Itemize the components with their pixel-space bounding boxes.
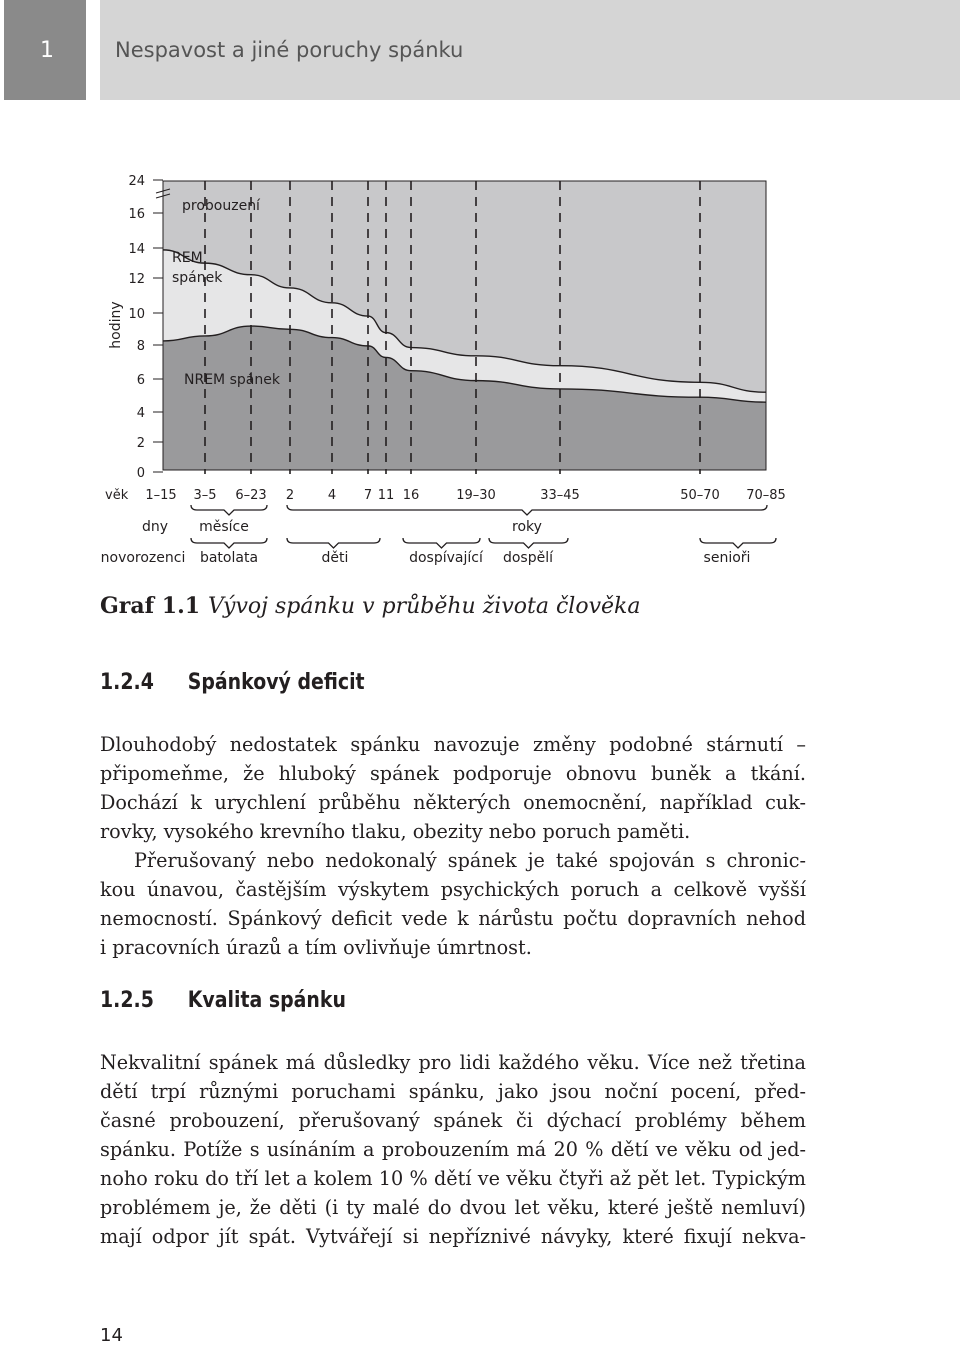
figure-caption (100, 593, 640, 619)
brace-dospivajici (403, 538, 480, 548)
brace-seniori (700, 538, 776, 548)
sleep-chart (0, 160, 960, 580)
text-line: spánku. Potíže s usínáním a probouzením má 20 % dětí ve věku od jed- (100, 1138, 806, 1161)
y-tick-label: 8 (136, 339, 145, 354)
text-line: dětí trpí různými poruchami spánku, jako jsou noční pocení, před- (100, 1080, 806, 1103)
section-number: 1.2.5 (100, 988, 154, 1013)
text-line: i pracovních úrazů a tím ovlivňuje úmrtnost. (100, 936, 532, 959)
brace-dospeli (489, 538, 568, 548)
region-label-wake: probouzení (182, 198, 260, 214)
y-tick-label: 12 (128, 272, 145, 287)
region-label-rem: spánek (172, 270, 223, 286)
x-tick-label: 50–70 (680, 488, 720, 503)
x-tick-label: 2 (285, 488, 295, 503)
section-heading-quality (100, 988, 346, 1013)
y-tick-label: 24 (128, 174, 145, 189)
y-tick-label: 10 (128, 307, 145, 322)
chapter-number-box (4, 0, 86, 100)
region-label-rem: REM (172, 250, 203, 266)
y-axis-label: hodiny (108, 301, 124, 349)
section-heading-deficit (100, 670, 365, 695)
x-tick-label: 1–15 (145, 488, 177, 503)
x-tick-label: 4 (327, 488, 337, 503)
y-tick-label: 4 (136, 406, 145, 421)
brace-years (287, 505, 767, 515)
text-line: Přerušovaný nebo nedokonalý spánek je také spojován s chronic- (134, 849, 806, 872)
section-title: Kvalita spánku (187, 988, 346, 1013)
unit-label-months: měsíce (199, 519, 249, 535)
paragraph-quality (100, 1048, 806, 1251)
x-tick-label: 6–23 (235, 488, 267, 503)
text-line: mají odpor jít spát. Vytvářejí si nepříznivé návyky, které fixují nekva- (100, 1225, 806, 1248)
age-group-label: dospělí (502, 550, 554, 566)
brace-months (191, 505, 267, 515)
text-line: Dlouhodobý nedostatek spánku navozuje změny podobné stárnutí – (100, 733, 806, 756)
caption-text: Vývoj spánku v průběhu života člověka (208, 594, 641, 619)
unit-label-years: roky (512, 519, 542, 535)
chapter-title: Nespavost a jiné poruchy spánku (115, 38, 464, 62)
chapter-title-bar (100, 0, 960, 100)
x-tick-label: 19–30 (456, 488, 496, 503)
text-line: časné probouzení, přerušovaný spánek či dýchací problémy během (100, 1109, 806, 1132)
page-number: 14 (100, 1325, 123, 1346)
x-tick-label: 16 (402, 488, 420, 503)
y-tick-label: 0 (136, 466, 145, 481)
y-tick-label: 14 (128, 242, 145, 257)
age-group-label: dospívající (409, 550, 483, 566)
age-group-label: batolata (199, 550, 259, 566)
text-line: připomeňme, že hluboký spánek podporuje obnovu buněk a tkání. (100, 762, 806, 785)
y-tick-label: 16 (128, 207, 145, 222)
x-tick-label: 7 (363, 488, 373, 503)
x-tick-label: 11 (377, 488, 395, 503)
brace-deti (287, 538, 380, 548)
x-axis-prefix: věk (105, 488, 129, 503)
x-tick-label: 33–45 (540, 488, 580, 503)
chapter-number: 1 (40, 37, 54, 63)
age-group-label: novorozenci (100, 550, 186, 566)
unit-label-days: dny (141, 519, 169, 535)
text-line: problémem je, že děti (i ty malé do dvou let věku, které ještě nemluví) (100, 1196, 806, 1219)
text-line: Dochází k urychlení průběhu některých onemocnění, například cuk- (100, 791, 806, 814)
text-line: rovky, vysokého krevního tlaku, obezity nebo poruch paměti. (100, 820, 691, 843)
section-title: Spánkový deficit (187, 670, 365, 695)
y-tick-label: 2 (136, 436, 145, 451)
brace-batolata (191, 538, 267, 548)
region-label-nrem: NREM spánek (184, 372, 280, 388)
x-tick-label: 70–85 (746, 488, 786, 503)
x-tick-label: 3–5 (193, 488, 217, 503)
text-line: kou únavou, častějším výskytem psychických poruch a celkově vyšší (100, 878, 806, 901)
paragraph-deficit (100, 730, 806, 962)
age-group-label: senioři (703, 550, 751, 566)
caption-label: Graf 1.1 (100, 593, 201, 619)
age-group-label: děti (321, 550, 349, 566)
text-line: nemocností. Spánkový deficit vede k nárůstu počtu dopravních nehod (100, 907, 806, 930)
section-number: 1.2.4 (100, 670, 154, 695)
text-line: Nekvalitní spánek má důsledky pro lidi každého věku. Více než třetina (100, 1051, 806, 1074)
text-line: noho roku do tří let a kolem 10 % dětí ve věku čtyři až pět let. Typickým (100, 1167, 806, 1190)
y-tick-label: 6 (136, 373, 145, 388)
